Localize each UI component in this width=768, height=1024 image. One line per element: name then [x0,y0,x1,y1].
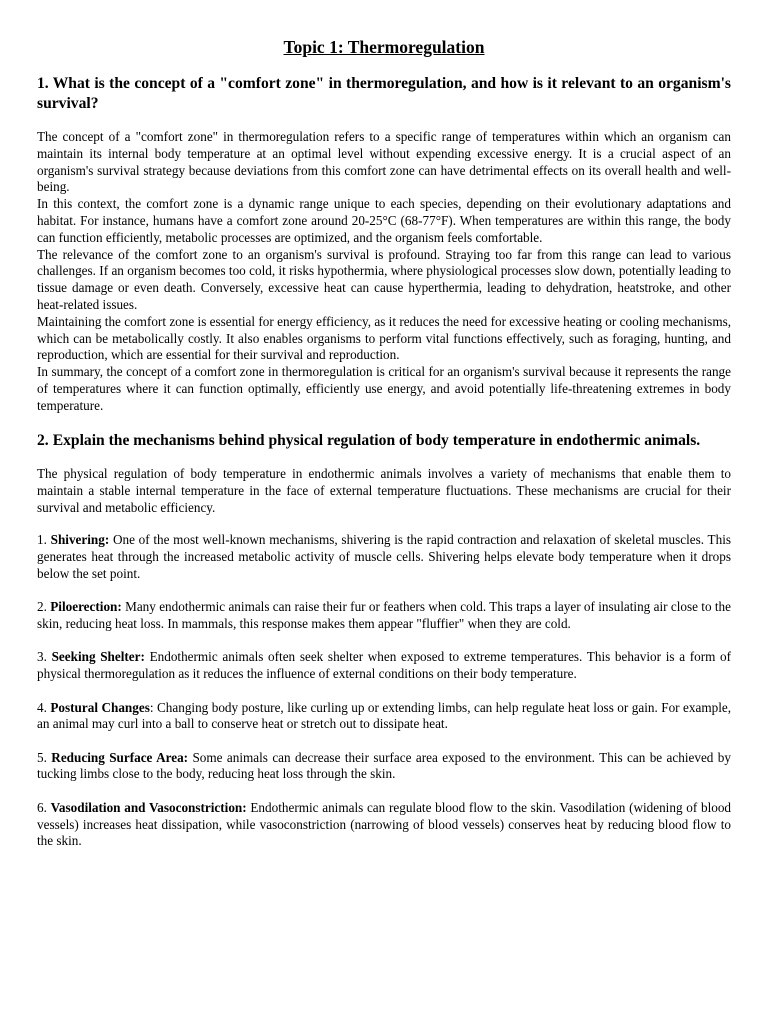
mechanism-number: 6. [37,799,47,815]
question-2-number: 2. [37,431,49,449]
mechanism-number: 1. [37,532,47,548]
question-1-text: What is the concept of a "comfort zone" in thermoregulation, and how is it relevant to an organism's survival? [37,75,731,112]
answer-paragraph: Maintaining the comfort zone is essential for energy efficiency, as it reduces the need for excessive heating or cooling mechanisms, which can be metabolically costly. It also enables organisms to perform vital functions effectively, such as foraging, hunting, and reproduction, which are essential for their survival and reproduction. [37,313,731,363]
mechanism-text: Endothermic animals can regulate blood flow to the skin. Vasodilation (widening of blood vessels) increases heat dissipation, while vasoconstriction (narrowing of blood vessels) conserves heat by reducing blood flow to the skin. [37,799,732,849]
mechanism-text: Some animals can decrease their surface area exposed to the environment. This can be achieved by tucking limbs close to the body, reducing heat loss through the skin. [37,749,731,782]
page-title: Topic 1: Thermoregulation [283,37,485,57]
mechanism-text: Endothermic animals often seek shelter when exposed to extreme temperatures. This behavior is a form of physical thermoregulation as it reduces the influence of external conditions on their body temperature. [37,649,732,682]
mechanism-item [37,599,731,633]
mechanism-number: 4. [37,699,47,715]
mechanism-text: One of the most well-known mechanisms, shivering is the rapid contraction and relaxation of skeletal muscles. This generates heat through the increased metabolic activity of muscle cells. Shivering helps elevate body temperature when it drops below the set point. [37,532,731,582]
question-2-text: Explain the mechanisms behind physical regulation of body temperature in endothermic animals. [52,431,701,449]
mechanism-term: Reducing Surface Area: [51,749,189,765]
mechanism-term: Shivering: [50,532,110,548]
mechanism-text: Many endothermic animals can raise their fur or feathers when cold. This traps a layer of insulating air close to the skin, reducing heat loss. In mammals, this response makes them appear "fluffier" when they are cold. [37,599,731,632]
mechanism-term: Piloerection: [50,599,122,615]
question-1-number: 1. [37,75,49,92]
mechanism-text: : Changing body posture, like curling up or extending limbs, can help regulate heat loss or gain. For example, an animal may curl into a ball to conserve heat or stretch out to dissipate heat. [37,699,732,732]
question-2-intro: The physical regulation of body temperature in endothermic animals involves a variety of mechanisms that enable them to maintain a stable internal temperature in the face of external temperature fluctuations. These mechanisms are crucial for their survival and metabolic efficiency. [37,466,731,515]
mechanism-number: 2. [37,599,47,615]
mechanism-term: Postural Changes [50,699,150,715]
mechanism-term: Vasodilation and Vasoconstriction: [50,799,247,815]
question-1-heading [37,74,731,113]
mechanism-term: Seeking Shelter: [51,649,145,665]
mechanism-number: 5. [37,749,47,765]
answer-paragraph: The relevance of the comfort zone to an organism's survival is profound. Straying too far from this range can lead to various challenges. If an organism becomes too cold, it risks hypothermia, where physiological processes slow down, potentially leading to tissue damage or even death. Conversely, excessive heat can cause hyperthermia, leading to dehydration, heatstroke, and other heat-related issues. [37,246,731,312]
question-1-answer [37,129,731,415]
mechanism-item [37,532,731,582]
answer-paragraph: In this context, the comfort zone is a dynamic range unique to each species, depending on their evolutionary adaptations and habitat. For instance, humans have a comfort zone around 20-25°C (68-77°F). When temperatures are within this range, the body can function efficiently, metabolic processes are optimized, and the organism feels comfortable. [37,196,731,245]
mechanism-item [37,700,731,734]
mechanism-item [37,750,731,784]
answer-paragraph: The concept of a "comfort zone" in thermoregulation refers to a specific range of temperatures within which an organism can maintain its internal body temperature at an optimal level without expending excessive energy. It is a crucial aspect of an organism's survival strategy because deviations from this comfort zone can have detrimental effects on its overall health and well-being. [37,129,731,195]
answer-paragraph: In summary, the concept of a comfort zone in thermoregulation is critical for an organism's survival because it represents the range of temperatures where it can function optimally, efficiently use energy, and avoid potentially life-threatening extremes in body temperature. [37,364,731,413]
mechanism-item [37,649,731,683]
mechanism-item [37,800,731,850]
mechanism-number: 3. [37,649,47,665]
question-2-heading [37,431,731,451]
